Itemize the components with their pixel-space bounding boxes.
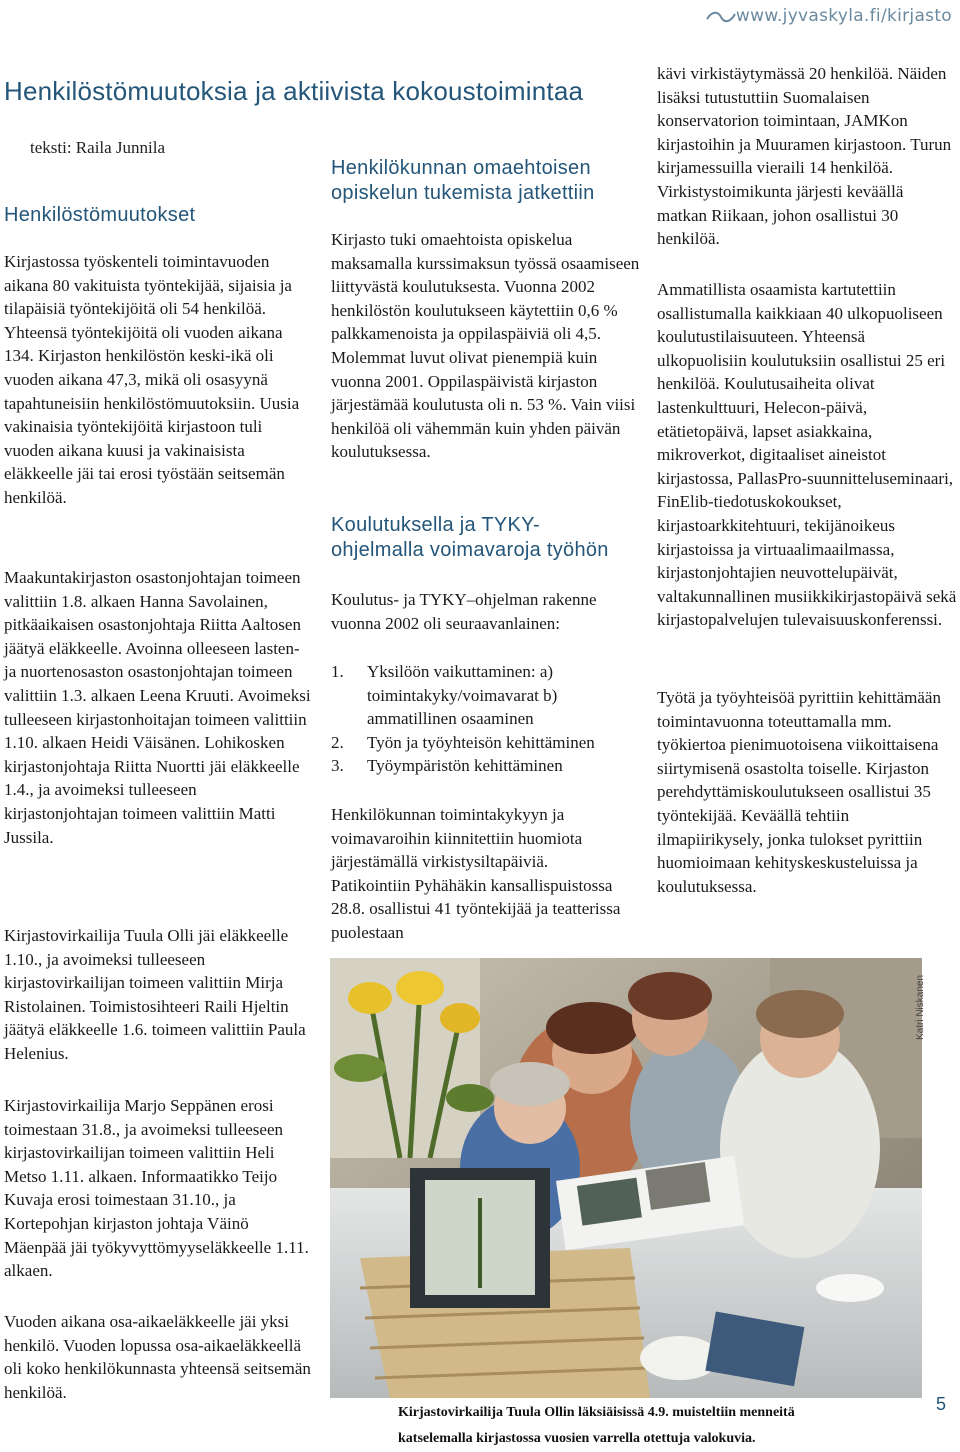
col2-paragraph-3: Henkilökunnan toimintakykyyn ja voimavaroihin kiinnitettiin huomiota järjestämällä virkistysiltapäiviä. Patikointiin Pyhähäkin kansallispuistossa 28.8. osallistui 41 työntekijää ja teatterissa puolestaan xyxy=(331,805,621,942)
col3-paragraph-2: Ammatillista osaamista kartutettiin osallistumalla kaikkiaan 40 ulkopuoliseen koulutustilaisuuteen. Yhteensä ulkopuolisiin koulutuksiin osallistui 25 eri henkilöä. Koulutusaiheita olivat lastenkulttuuri, Helecon-päivä, etätietopäivä, lapset asiakkaina, mikroverkot, digitaaliset aineistot kirjastossa, PallasPro-suunnitteluseminaari, FinElib-tiedotuskokoukset, kirjastoarkkitehtuuri, tekijänoikeus kirjastoissa ja virtuaalimaailmassa, kirjastonjohtajien neuvottelupäivät, valtakunnallinen musiikkikirjastopäivä sekä kirjastopalvelujen tulevaisuuskonferenssi. xyxy=(657,280,957,630)
article-title: Henkilöstömuutoksia ja aktiivista kokoustoimintaa xyxy=(4,76,584,106)
col2-paragraph-1: Kirjasto tuki omaehtoista opiskelua maksamalla kurssimaksun työssä osaamiseen liittyvästä koulutuksesta. Vuonna 2002 henkilöstön koulutukseen käytettiin 0,6 % palkkamenoista ja oppilaspäiviä oli 4,5. Molemmat luvut olivat pienempiä kuin vuonna 2001. Oppilaspäivistä kirjaston järjestämää koulutusta oli n. 53 %. Vain viisi henkilöä oli vähemmän kuin yhden päivän koulutuksessa. xyxy=(331,230,640,462)
section-heading-henkilostomuutokset: Henkilöstömuutokset xyxy=(4,204,196,226)
col1-paragraph-4: Kirjastovirkailija Marjo Seppänen erosi toimestaan 31.8., ja avoimeksi tulleeseen kirjastovirkailijan toimeen valittiin Heli Metso 1.11. alkaen. Informaatikko Teijo Kuvaja erosi toimestaan 31.10., ja Kortepohjan kirjaston johtaja Väinö Mäenpää jäi työkyvyttömyyseläkkeelle 1.11. alkaen. xyxy=(4,1096,309,1281)
page-number: 5 xyxy=(936,1394,947,1414)
farewell-party-photo xyxy=(330,958,922,1398)
section-heading-opiskelu: Henkilökunnan omaehtoisen opiskelun tukemista jatkettiin xyxy=(331,157,595,204)
col2-paragraph-2: Koulutus- ja TYKY–ohjelman rakenne vuonna 2002 oli seuraavanlainen: xyxy=(331,590,597,633)
photo-credit: Katri Niskanen xyxy=(915,974,926,1040)
col1-paragraph-5: Vuoden aikana osa-aikaeläkkeelle jäi yksi henkilö. Vuoden lopussa osa-aikaeläkkeellä oli koko henkilökunnasta yhteensä seitsemän henkilöä. xyxy=(4,1312,311,1402)
col1-paragraph-1: Kirjastossa työskenteli toimintavuoden aikana 80 vakituista työntekijää, sijaisia ja tilapäisiä työntekijöitä oli 54 henkilöä. Yhteensä työntekijöitä oli vuoden aikana 134. Kirjaston henkilöstön keski-ikä oli vuoden aikana 47,3, mikä oli osasyynä tapahtuneisiin henkilöstömuutoksiin. Uusia vakinaisia työntekijöitä kirjastoon tuli vuoden aikana kuusi ja vakinaisista eläkkeelle jäi tai erosi työstään seitsemän henkilöä. xyxy=(4,252,300,507)
photo-illustration xyxy=(330,958,922,1398)
list-item: 2. Työn ja työyhteisön kehittäminen xyxy=(331,732,595,752)
list-item: 1. Yksilöön vaikuttaminen: a) toimintakyky/voimavarat b) ammatillinen osaaminen xyxy=(331,662,558,729)
photo-caption: Kirjastovirkailija Tuula Ollin läksiäisissä 4.9. muisteltiin menneitä katselemalla kirjastossa vuosien varrella otettuja valokuvia. xyxy=(398,1405,795,1446)
swoosh-logo-icon xyxy=(706,10,736,24)
byline: teksti: Raila Junnila xyxy=(30,138,166,157)
col1-paragraph-3: Kirjastovirkailija Tuula Olli jäi eläkkeelle 1.10., ja avoimeksi tulleeseen kirjastovirkailijan toimeen valittiin Mirja Ristolainen. Toimistosihteeri Raili Hjeltin jäätyä eläkkeelle 1.6. toimeen valittiin Paula Helenius. xyxy=(4,926,306,1063)
koulutus-ohjelma-list xyxy=(331,660,631,778)
col3-paragraph-3: Työtä ja työyhteisöä pyrittiin kehittämään toimintavuonna toteuttamalla mm. työkiertoa pienimuotoisena viikoittaisena siirtymisenä osastolta toiselle. Kirjaston perehdyttämiskoulutukseen osallistui 35 työntekijää. Keväällä tehtiin ilmapiirikysely, jonka tulokset pyrittiin huomioimaan kehityskeskusteluissa ja koulutuksessa. xyxy=(657,688,941,896)
col3-paragraph-1: kävi virkistäytymässä 20 henkilöä. Näiden lisäksi tutustuttiin Suomalaisen konservatorion toimintaan, JAMKon kirjastoihin ja Muuramen kirjastoon. Turun kirjamessuilla vieraili 14 henkilöä. Virkistystoimikunta järjesti keväällä matkan Riikaan, johon osallistui 30 henkilöä. xyxy=(657,64,952,249)
section-heading-koulutus-tyky: Koulutuksella ja TYKY- ohjelmalla voimavaroja työhön xyxy=(331,514,609,561)
list-item: 3. Työympäristön kehittäminen xyxy=(331,756,563,776)
col1-paragraph-2: Maakuntakirjaston osastonjohtajan toimeen valittiin 1.8. alkaen Hanna Savolainen, pitkäaikaisen osastonjohtaja Riitta Aaltosen jäätyä eläkkeelle. Avoinna olleeseen lasten- ja nuortenosaston osastonjohtajan toimeen valittiin 1.3. alkaen Leena Kruuti. Avoimeksi tulleeseen kirjastonhoitajan toimeen valittiin 1.10. alkaen Heidi Väisänen. Lohikosken kirjastonjohtaja Riitta Nuortti jäi eläkkeelle 1.4., ja avoimeksi tulleeseen kirjastonjohtajan toimeen valittiin Matti Jussila. xyxy=(4,568,311,847)
site-url[interactable]: www.jyvaskyla.fi/kirjasto xyxy=(735,6,952,26)
